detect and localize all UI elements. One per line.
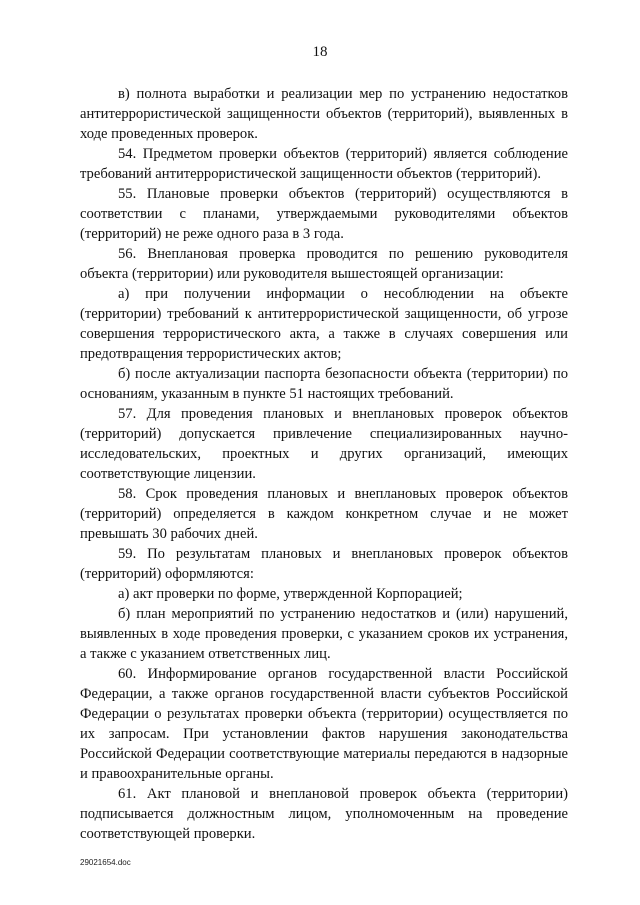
- paragraph-56-item-a: а) при получении информации о несоблюдении на объекте (территории) требований к антитеррористической защищенности, об угрозе совершения террористического акта, а также в случаях совершения или предотвращения террористических актов;: [80, 286, 568, 362]
- paragraph-61: 61. Акт плановой и внеплановой проверок объекта (территории) подписывается должностным лицом, уполномоченным на проведение соответствующей проверки.: [80, 786, 568, 842]
- paragraph-56: 56. Внеплановая проверка проводится по решению руководителя объекта (территории) или руководителя вышестоящей организации:: [80, 246, 568, 282]
- paragraph-58: 58. Срок проведения плановых и внеплановых проверок объектов (территорий) определяется в каждом конкретном случае и не может превышать 30 рабочих дней.: [80, 486, 568, 542]
- document-body: [80, 84, 568, 844]
- paragraph-59: 59. По результатам плановых и внеплановых проверок объектов (территорий) оформляются:: [80, 546, 568, 582]
- paragraph-57: 57. Для проведения плановых и внеплановых проверок объектов (территорий) допускается привлечение специализированных научно-исследовательских, проектных и других организаций, имеющих соответствующие лицензии.: [80, 406, 568, 482]
- paragraph-56-item-b: б) после актуализации паспорта безопасности объекта (территории) по основаниям, указанным в пункте 51 настоящих требований.: [80, 366, 568, 402]
- document-filename-footer: 29021654.doc: [80, 858, 131, 867]
- paragraph-54: 54. Предметом проверки объектов (территорий) является соблюдение требований антитеррористической защищенности объектов (территорий).: [80, 146, 568, 182]
- paragraph-60: 60. Информирование органов государственной власти Российской Федерации, а также органов государственной власти субъектов Российской Федерации о результатах проверки объекта (территории) осуществляется по их запросам. При установлении фактов нарушения законодательства Российской Федерации соответствующие материалы передаются в надзорные и правоохранительные органы.: [80, 666, 568, 782]
- paragraph-item-v: в) полнота выработки и реализации мер по устранению недостатков антитеррористической защищенности объектов (территорий), выявленных в ходе проведенных проверок.: [80, 86, 568, 142]
- page-number: 18: [312, 44, 328, 60]
- paragraph-59-item-a: а) акт проверки по форме, утвержденной Корпорацией;: [118, 586, 463, 602]
- paragraph-55: 55. Плановые проверки объектов (территорий) осуществляются в соответствии с планами, утверждаемыми руководителями объектов (территорий) не реже одного раза в 3 года.: [80, 186, 568, 242]
- paragraph-59-item-b: б) план мероприятий по устранению недостатков и (или) нарушений, выявленных в ходе проведения проверки, с указанием сроков их устранения, а также с указанием ответственных лиц.: [80, 606, 568, 662]
